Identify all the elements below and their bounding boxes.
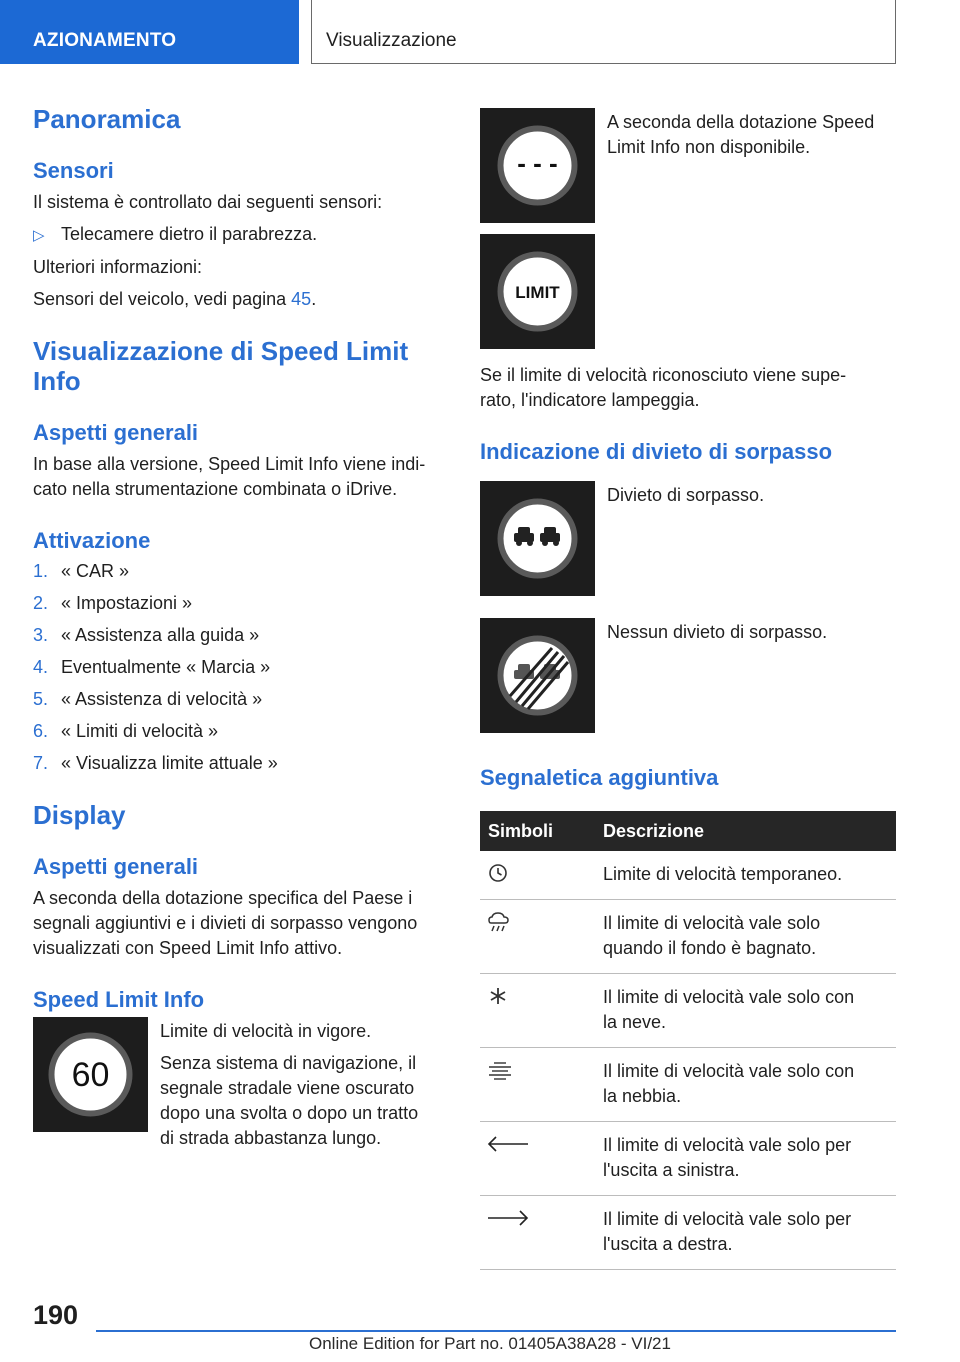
text-line: l'uscita a destra. bbox=[603, 1234, 733, 1254]
text-line: Nessun divieto di sorpasso. bbox=[607, 622, 828, 642]
text-line: Il limite di velocità vale solo bbox=[603, 913, 821, 933]
table-row bbox=[480, 1048, 896, 1122]
rain-icon bbox=[486, 911, 512, 935]
sensori-bullet bbox=[33, 222, 441, 248]
page-link-45[interactable]: 45 bbox=[291, 289, 312, 309]
sign-limit-text: LIMIT bbox=[515, 283, 560, 302]
text-line: la neve. bbox=[603, 1012, 667, 1032]
snowflake-icon bbox=[486, 985, 510, 1009]
step-number: 7. bbox=[33, 753, 49, 773]
list-item bbox=[33, 623, 441, 648]
text-line: Limite di velocità in vigore. bbox=[160, 1021, 372, 1041]
topic-tab[interactable]: Visualizzazione bbox=[311, 0, 896, 64]
text-line: Il limite di velocità vale solo per bbox=[603, 1209, 852, 1229]
text-line: Il limite di velocità vale solo con bbox=[603, 1061, 855, 1081]
attivazione-steps bbox=[33, 559, 441, 776]
chapter-tab[interactable]: AZIONAMENTO bbox=[0, 0, 299, 64]
text-line: segnale stradale viene oscurato bbox=[160, 1078, 415, 1098]
sign-dashes-text: - - - bbox=[517, 148, 558, 178]
column-header-symbols: Simboli bbox=[480, 811, 603, 851]
page-number: 190 bbox=[33, 1300, 79, 1330]
symbol-cell bbox=[480, 1196, 603, 1270]
panoramica-heading: Panoramica bbox=[33, 104, 181, 134]
no-overtaking-sign-image bbox=[480, 481, 595, 596]
end-no-overtaking-row bbox=[480, 618, 896, 733]
arrow-left-icon bbox=[486, 1133, 530, 1155]
speed-limit-display-heading bbox=[33, 336, 441, 396]
dashes-sign-row bbox=[480, 108, 896, 223]
aspetti-generali-heading-2: Aspetti generali bbox=[33, 854, 199, 879]
exceed-text bbox=[480, 363, 896, 413]
no-overtaking-description bbox=[595, 481, 764, 596]
speed-limit-60-sign-image bbox=[33, 1017, 148, 1132]
text-line: In base alla versione, Speed Limit Info viene indi- bbox=[33, 454, 426, 474]
table-row bbox=[480, 851, 896, 900]
sensori-reference bbox=[33, 287, 441, 312]
symbol-cell bbox=[480, 900, 603, 974]
step-text: « Limiti di velocità » bbox=[61, 721, 219, 741]
ulteriori-label: Ulteriori informazioni: bbox=[33, 257, 203, 277]
text-line: dopo una svolta o dopo un tratto bbox=[160, 1103, 419, 1123]
attivazione-heading: Attivazione bbox=[33, 528, 151, 553]
divieto-heading: Indicazione di divieto di sorpasso bbox=[480, 439, 833, 464]
sensori-bullet-text: Telecamere dietro il parabrezza. bbox=[61, 224, 318, 244]
text-line: Limit Info non disponibile. bbox=[607, 137, 811, 157]
list-item bbox=[33, 591, 441, 616]
symbol-cell bbox=[480, 974, 603, 1048]
text-line: Divieto di sorpasso. bbox=[607, 485, 765, 505]
left-column bbox=[33, 100, 441, 1151]
no-overtaking-row bbox=[480, 481, 896, 596]
aspetti-generali-heading-1: Aspetti generali bbox=[33, 420, 199, 445]
speed-unavailable-sign-image bbox=[480, 108, 595, 223]
sign-60-text: 60 bbox=[71, 1056, 110, 1094]
sensori-ref-text: Sensori del veicolo, vedi pagina bbox=[33, 289, 292, 309]
table-row bbox=[480, 1122, 896, 1196]
list-item bbox=[33, 559, 441, 584]
clock-icon bbox=[486, 862, 510, 886]
symbol-cell bbox=[480, 1122, 603, 1196]
text-line: di strada abbastanza lungo. bbox=[160, 1128, 382, 1148]
navigation-note bbox=[160, 1051, 418, 1151]
step-number: 1. bbox=[33, 561, 49, 581]
text-line: visualizzati con Speed Limit Info attivo. bbox=[33, 938, 343, 958]
limit-sign-image bbox=[480, 234, 595, 349]
text-line: A seconda della dotazione specifica del Paese i bbox=[33, 888, 413, 908]
sensori-ref-end: . bbox=[311, 289, 317, 309]
heading-line-1: Visualizzazione di Speed Limit bbox=[33, 336, 409, 366]
description-cell bbox=[603, 1122, 896, 1196]
description-cell bbox=[603, 974, 896, 1048]
heading-line-2: Info bbox=[33, 366, 81, 396]
edition-info: Online Edition for Part no. 01405A38A28 - VI/21 bbox=[309, 1334, 671, 1353]
aspetti-generali-text-1 bbox=[33, 452, 441, 502]
step-text: « Assistenza alla guida » bbox=[61, 625, 260, 645]
list-item bbox=[33, 751, 441, 776]
text-line: cato nella strumentazione combinata o iDrive. bbox=[33, 479, 398, 499]
end-no-overtaking-description bbox=[595, 618, 827, 733]
text-line: l'uscita a sinistra. bbox=[603, 1160, 740, 1180]
speed-60-sign-row bbox=[33, 1017, 441, 1151]
description-cell bbox=[603, 1196, 896, 1270]
description-cell bbox=[603, 900, 896, 974]
step-number: 2. bbox=[33, 593, 49, 613]
arrow-right-icon bbox=[486, 1207, 530, 1229]
step-text: « Visualizza limite attuale » bbox=[61, 753, 278, 773]
footer-divider bbox=[96, 1330, 896, 1332]
sensori-intro: Il sistema è controllato dai seguenti sensori: bbox=[33, 192, 383, 212]
list-item bbox=[33, 655, 441, 680]
description-cell bbox=[603, 1048, 896, 1122]
speed-60-description bbox=[148, 1017, 418, 1151]
table-row bbox=[480, 974, 896, 1048]
list-item bbox=[33, 687, 441, 712]
step-number: 3. bbox=[33, 625, 49, 645]
list-item bbox=[33, 719, 441, 744]
table-header-row bbox=[480, 811, 896, 851]
segnaletica-heading: Segnaletica aggiuntiva bbox=[480, 765, 719, 790]
table-row bbox=[480, 900, 896, 974]
dashes-description bbox=[595, 108, 874, 223]
step-text: « Impostazioni » bbox=[61, 593, 193, 613]
description-cell bbox=[603, 851, 896, 900]
text-line: segnali aggiuntivi e i divieti di sorpasso vengono bbox=[33, 913, 418, 933]
step-number: 6. bbox=[33, 721, 49, 741]
sensori-heading: Sensori bbox=[33, 158, 114, 183]
end-no-overtaking-sign-image bbox=[480, 618, 595, 733]
right-column bbox=[480, 108, 896, 1270]
step-number: 4. bbox=[33, 657, 49, 677]
symbol-cell bbox=[480, 851, 603, 900]
text-line: A seconda della dotazione Speed bbox=[607, 112, 875, 132]
text-line: Il limite di velocità vale solo con bbox=[603, 987, 855, 1007]
column-header-description: Descrizione bbox=[603, 811, 896, 851]
fog-icon bbox=[486, 1059, 514, 1083]
step-text: Eventualmente « Marcia » bbox=[61, 657, 271, 677]
symbol-cell bbox=[480, 1048, 603, 1122]
aspetti-generali-text-2 bbox=[33, 886, 441, 961]
additional-signs-table bbox=[480, 811, 896, 1270]
step-text: « CAR » bbox=[61, 561, 130, 581]
triangle-bullet-icon: ▷ bbox=[33, 227, 45, 244]
text-line: Limite di velocità temporaneo. bbox=[603, 864, 843, 884]
text-line: rato, l'indicatore lampeggia. bbox=[480, 390, 700, 410]
text-line: Se il limite di velocità riconosciuto viene supe- bbox=[480, 365, 847, 385]
display-heading: Display bbox=[33, 800, 126, 830]
table-row bbox=[480, 1196, 896, 1270]
step-number: 5. bbox=[33, 689, 49, 709]
text-line: quando il fondo è bagnato. bbox=[603, 938, 817, 958]
step-text: « Assistenza di velocità » bbox=[61, 689, 263, 709]
text-line: Il limite di velocità vale solo per bbox=[603, 1135, 852, 1155]
speed-limit-info-heading: Speed Limit Info bbox=[33, 987, 205, 1012]
text-line: la nebbia. bbox=[603, 1086, 682, 1106]
text-line: Senza sistema di navigazione, il bbox=[160, 1053, 417, 1073]
